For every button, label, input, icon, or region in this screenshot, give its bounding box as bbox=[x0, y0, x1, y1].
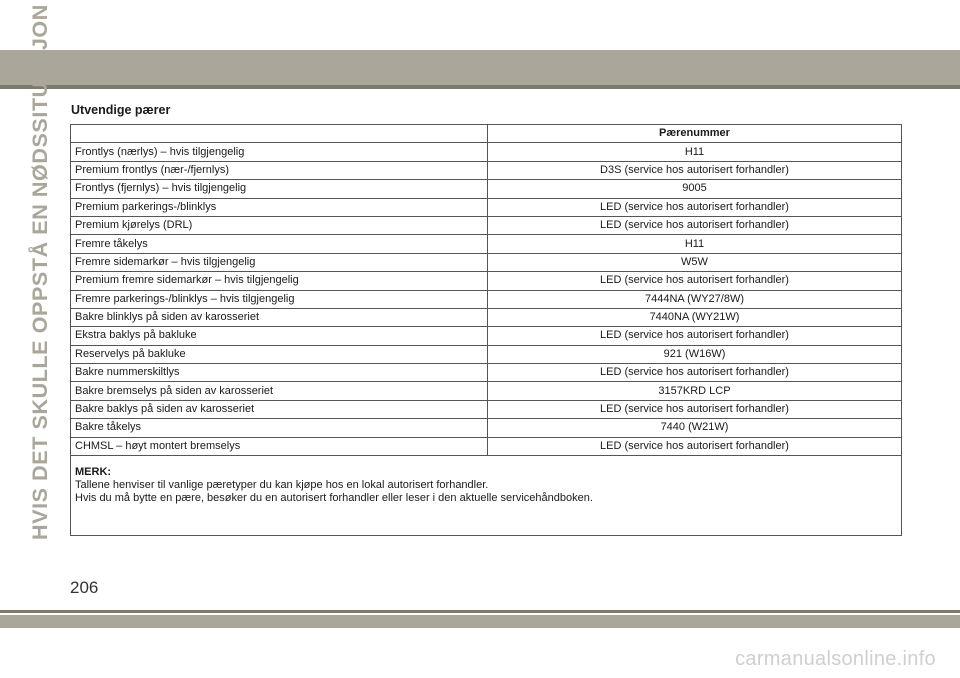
bulb-location: Fremre sidemarkør – hvis tilgjengelig bbox=[71, 253, 488, 271]
table-body bbox=[71, 143, 902, 456]
bulb-number: 921 (W16W) bbox=[488, 345, 902, 363]
table-row bbox=[71, 419, 902, 437]
table-row bbox=[71, 180, 902, 198]
bulb-number: 9005 bbox=[488, 180, 902, 198]
bulb-location: Premium parkerings-/blinklys bbox=[71, 198, 488, 216]
header-bulb-number: Pærenummer bbox=[488, 125, 902, 143]
bulb-location: Fremre parkerings-/blinklys – hvis tilgjengelig bbox=[71, 290, 488, 308]
bulb-location: Bakre blinklys på siden av karosseriet bbox=[71, 308, 488, 326]
top-rule bbox=[0, 85, 960, 89]
bulb-number: LED (service hos autorisert forhandler) bbox=[488, 437, 902, 455]
table-row bbox=[71, 253, 902, 271]
bottom-rule bbox=[0, 610, 960, 613]
note-line-2: Hvis du må bytte en pære, besøker du en autorisert forhandler eller leser i den aktuelle servicehåndboken. bbox=[75, 492, 593, 505]
bulb-table bbox=[70, 124, 902, 536]
bulb-number: LED (service hos autorisert forhandler) bbox=[488, 198, 902, 216]
bulb-number: 7444NA (WY27/8W) bbox=[488, 290, 902, 308]
bulb-number: D3S (service hos autorisert forhandler) bbox=[488, 161, 902, 179]
bulb-number: LED (service hos autorisert forhandler) bbox=[488, 216, 902, 234]
bulb-location: Fremre tåkelys bbox=[71, 235, 488, 253]
bulb-number: W5W bbox=[488, 253, 902, 271]
table-row bbox=[71, 382, 902, 400]
table-row bbox=[71, 216, 902, 234]
bulb-location: Premium frontlys (nær-/fjernlys) bbox=[71, 161, 488, 179]
table-row bbox=[71, 198, 902, 216]
bulb-location: CHMSL – høyt montert bremselys bbox=[71, 437, 488, 455]
table-row bbox=[71, 345, 902, 363]
bulb-location: Ekstra baklys på bakluke bbox=[71, 327, 488, 345]
bulb-location: Frontlys (fjernlys) – hvis tilgjengelig bbox=[71, 180, 488, 198]
table-row bbox=[71, 272, 902, 290]
table-row bbox=[71, 400, 902, 418]
table-row bbox=[71, 327, 902, 345]
bulb-number: H11 bbox=[488, 235, 902, 253]
bulb-location: Frontlys (nærlys) – hvis tilgjengelig bbox=[71, 143, 488, 161]
bulb-number: 3157KRD LCP bbox=[488, 382, 902, 400]
note-cell bbox=[71, 456, 902, 536]
watermark: carmanualsonline.info bbox=[735, 648, 936, 670]
bulb-number: LED (service hos autorisert forhandler) bbox=[488, 272, 902, 290]
bulb-number: LED (service hos autorisert forhandler) bbox=[488, 400, 902, 418]
chapter-side-title: HVIS DET SKULLE OPPSTÅ EN NØDSSITUASJON bbox=[28, 4, 52, 540]
bottom-band bbox=[0, 615, 960, 628]
table-row bbox=[71, 235, 902, 253]
bulb-location: Bakre nummerskiltlys bbox=[71, 364, 488, 382]
bulb-location: Reservelys på bakluke bbox=[71, 345, 488, 363]
table-header-row bbox=[71, 125, 902, 143]
bulb-number: LED (service hos autorisert forhandler) bbox=[488, 327, 902, 345]
bulb-location: Bakre bremselys på siden av karosseriet bbox=[71, 382, 488, 400]
section-title: Utvendige pærer bbox=[71, 103, 171, 117]
top-band bbox=[0, 50, 960, 85]
table-row bbox=[71, 308, 902, 326]
table-row bbox=[71, 161, 902, 179]
page-number: 206 bbox=[70, 578, 99, 597]
bulb-location: Bakre baklys på siden av karosseriet bbox=[71, 400, 488, 418]
table-row bbox=[71, 290, 902, 308]
bulb-number: LED (service hos autorisert forhandler) bbox=[488, 364, 902, 382]
bulb-number: H11 bbox=[488, 143, 902, 161]
table-row bbox=[71, 143, 902, 161]
bulb-location: Premium fremre sidemarkør – hvis tilgjengelig bbox=[71, 272, 488, 290]
note-title: MERK: bbox=[75, 466, 112, 479]
table-row bbox=[71, 437, 902, 455]
note-line-1: Tallene henviser til vanlige pæretyper du kan kjøpe hos en lokal autorisert forhandler. bbox=[75, 479, 489, 492]
note-row bbox=[71, 456, 902, 536]
table-row bbox=[71, 364, 902, 382]
bulb-location: Bakre tåkelys bbox=[71, 419, 488, 437]
bulb-number: 7440NA (WY21W) bbox=[488, 308, 902, 326]
bulb-number: 7440 (W21W) bbox=[488, 419, 902, 437]
bulb-location: Premium kjørelys (DRL) bbox=[71, 216, 488, 234]
header-empty-cell bbox=[71, 125, 488, 143]
